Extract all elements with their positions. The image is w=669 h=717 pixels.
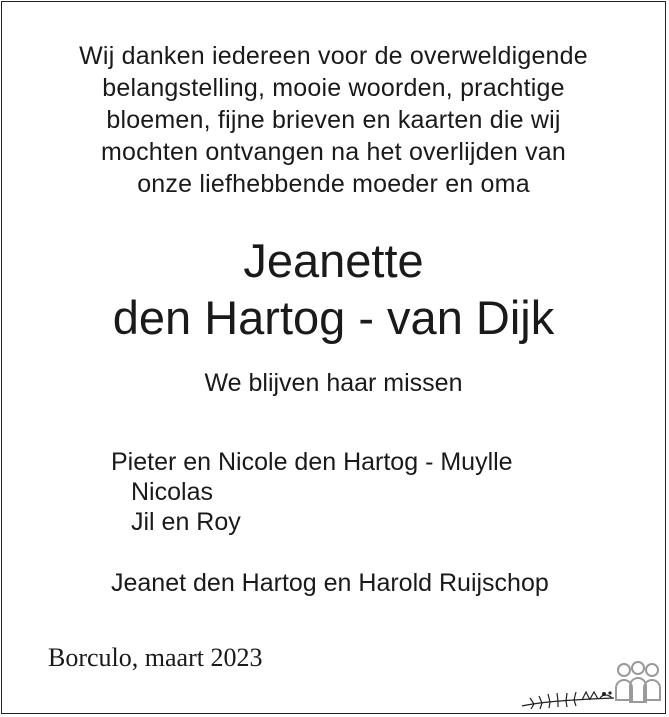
deceased-first-name: Jeanette: [243, 234, 424, 287]
family-member: Nicolas: [131, 478, 213, 506]
thank-you-line: onze liefhebbende moeder en oma: [137, 170, 530, 198]
family-member: Pieter en Nicole den Hartog - Muylle: [111, 448, 513, 476]
thank-you-message: [0, 40, 667, 200]
thank-you-line: Wij danken iedereen voor de overweldigende: [79, 42, 588, 70]
thank-you-line: mochten ontvangen na het overlijden van: [100, 138, 567, 166]
thank-you-line: bloemen, fijne brieven en kaarten die wij: [106, 106, 561, 134]
family-member: Jil en Roy: [131, 508, 241, 536]
family-member: Jeanet den Hartog en Harold Ruijschop: [111, 569, 549, 597]
people-group-icon: [612, 660, 664, 706]
floral-sprig-icon: [520, 684, 616, 712]
thank-you-line: belangstelling, mooie woorden, prachtige: [102, 74, 565, 102]
place-and-date: Borculo, maart 2023: [48, 643, 263, 672]
tagline: We blijven haar missen: [204, 369, 463, 397]
deceased-full-name: den Hartog - van Dijk: [112, 291, 555, 344]
